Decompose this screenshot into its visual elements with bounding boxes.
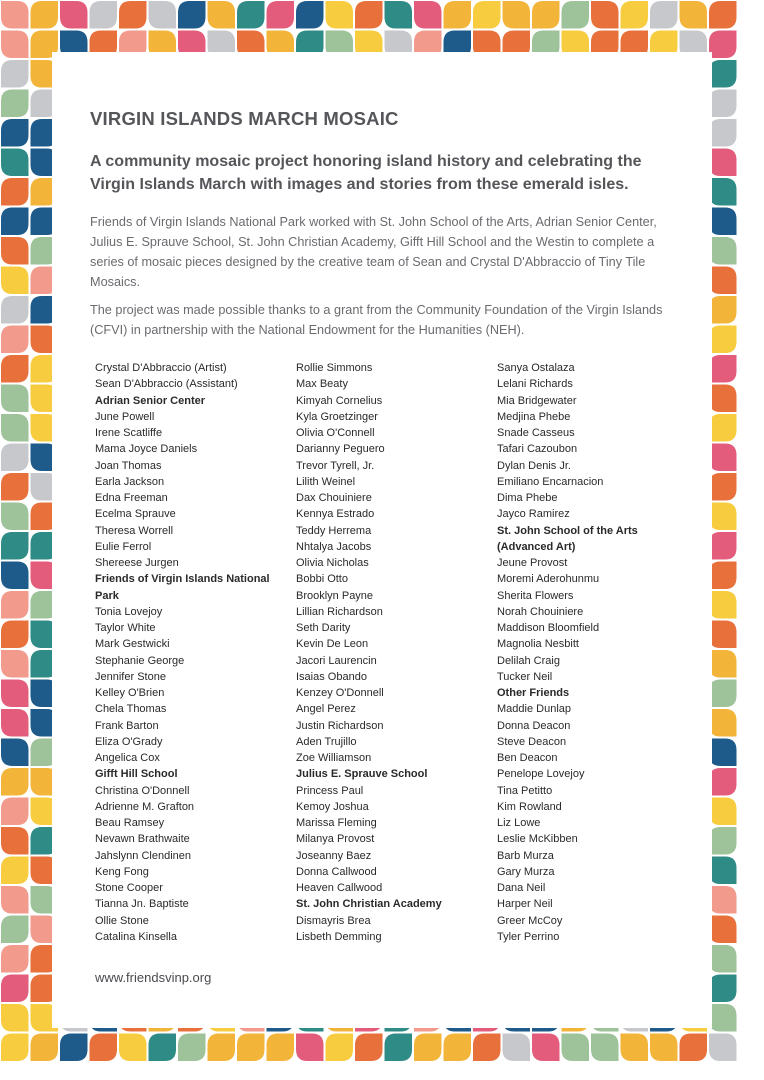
- mosaic-tile: [1, 444, 29, 472]
- participant-name: Rollie Simmons: [296, 362, 373, 374]
- mosaic-tile: [709, 414, 737, 442]
- mosaic-tile: [444, 1034, 472, 1062]
- participant-name: Dylan Denis Jr.: [497, 459, 571, 472]
- mosaic-tile: [709, 208, 737, 236]
- participant-name: Dana Neil: [497, 882, 546, 894]
- mosaic-tile: [709, 149, 737, 177]
- participant-name: Delilah Craig: [497, 654, 560, 667]
- mosaic-tile: [473, 1, 501, 29]
- mosaic-tile: [709, 768, 737, 796]
- mosaic-tile: [444, 1, 472, 29]
- participant-name: Nhtalya Jacobs: [296, 540, 372, 553]
- participant-name: Sean D'Abbraccio (Assistant): [95, 378, 238, 391]
- participant-name: Joseanny Baez: [296, 849, 372, 862]
- participant-name: Emiliano Encarnacion: [497, 475, 604, 488]
- mosaic-tile: [1, 414, 29, 442]
- participant-name: Shereese Jurgen: [95, 557, 179, 569]
- participant-name: Steve Deacon: [497, 735, 567, 748]
- mosaic-tile: [1, 149, 29, 177]
- group-heading: Julius E. Sprauve School: [296, 768, 428, 781]
- mosaic-tile: [532, 1, 560, 29]
- participant-name: Stephanie George: [95, 654, 185, 667]
- mosaic-tile: [119, 1034, 147, 1062]
- participant-name: Jacori Laurencin: [296, 654, 377, 667]
- mosaic-tile: [267, 1, 295, 29]
- mosaic-tile: [621, 1034, 649, 1062]
- website-url: www.friendsvinp.org: [95, 970, 212, 985]
- participant-name: Kimyah Cornelius: [296, 394, 383, 407]
- mosaic-tile: [709, 975, 737, 1003]
- mosaic-tile: [621, 1, 649, 29]
- participant-name: Liz Lowe: [497, 817, 541, 829]
- participant-name: Maddison Bloomfield: [497, 622, 600, 634]
- participant-name: Chela Thomas: [95, 703, 167, 716]
- mosaic-tile: [709, 709, 737, 737]
- participant-name: Ben Deacon: [497, 752, 558, 764]
- mosaic-tile: [355, 1, 383, 29]
- participant-name: Earla Jackson: [95, 475, 165, 488]
- participant-name: Jahslynn Clendinen: [95, 849, 192, 862]
- mosaic-tile: [1, 237, 29, 265]
- participant-name: Penelope Lovejoy: [497, 768, 585, 781]
- participant-name: Olivia Nicholas: [296, 557, 369, 569]
- group-heading: Friends of Virgin Islands National Park: [95, 573, 270, 602]
- participant-name: Kennya Estrado: [296, 508, 375, 521]
- participant-name: Tyler Perrino: [497, 930, 560, 943]
- mosaic-tile: [1, 385, 29, 413]
- group-heading: St. John Christian Academy: [296, 898, 442, 911]
- participant-name: Jayco Ramirez: [497, 508, 570, 521]
- mosaic-tile: [709, 385, 737, 413]
- participant-name: Catalina Kinsella: [95, 930, 177, 943]
- mosaic-tile: [709, 591, 737, 619]
- mosaic-tile: [1, 886, 29, 914]
- mosaic-tile: [1, 90, 29, 118]
- mosaic-tile: [709, 444, 737, 472]
- mosaic-tile: [709, 739, 737, 767]
- participant-name: Kelley O'Brien: [95, 687, 165, 699]
- mosaic-tile: [709, 237, 737, 265]
- mosaic-tile: [60, 1, 88, 29]
- mosaic-tile: [1, 119, 29, 147]
- participant-name: Milanya Provost: [296, 833, 375, 846]
- mosaic-tile: [414, 1, 442, 29]
- participant-name: Lilith Weinel: [296, 475, 356, 488]
- participant-name: Lisbeth Demming: [296, 930, 382, 943]
- mosaic-tile: [562, 1034, 590, 1062]
- mosaic-tile: [296, 1034, 324, 1062]
- participant-name: Crystal D'Abbraccio (Artist): [95, 362, 227, 374]
- mosaic-tile: [1, 503, 29, 531]
- mosaic-tile: [1, 1, 29, 29]
- mosaic-tile: [709, 267, 737, 295]
- participant-name: Edna Freeman: [95, 492, 168, 504]
- participant-name: Donna Deacon: [497, 719, 571, 732]
- participants-column-3: [497, 360, 672, 945]
- participant-name: Maddie Dunlap: [497, 703, 571, 716]
- mosaic-tile: [473, 1034, 501, 1062]
- mosaic-tile: [709, 60, 737, 88]
- mosaic-tile: [1, 178, 29, 206]
- mosaic-tile: [31, 1, 59, 29]
- mosaic-tile: [1, 945, 29, 973]
- participant-name: Lillian Richardson: [296, 605, 383, 618]
- participant-name: Dax Chouiniere: [296, 492, 372, 504]
- mosaic-tile: [1, 650, 29, 678]
- mosaic-tile: [709, 326, 737, 354]
- participant-name: Gary Murza: [497, 865, 555, 878]
- mosaic-tile: [709, 886, 737, 914]
- mosaic-tile: [149, 1, 177, 29]
- participant-name: Eliza O'Grady: [95, 735, 163, 748]
- grant-paragraph: The project was made possible thanks to a grant from the Community Foundation of the Virgin Islands (CFVI) in partnership with the National Endowment for the Humanities (NEH).: [90, 303, 663, 337]
- participant-name: Kevin De Leon: [296, 638, 369, 651]
- mosaic-tile: [1, 562, 29, 590]
- participant-name: Tina Petitto: [497, 784, 553, 797]
- participant-name: Frank Barton: [95, 719, 159, 732]
- participant-name: June Powell: [95, 410, 155, 423]
- mosaic-tile: [326, 1034, 354, 1062]
- participant-name: Dismayris Brea: [296, 914, 371, 927]
- mosaic-tile: [532, 1034, 560, 1062]
- mosaic-tile: [178, 1, 206, 29]
- participants-column-2: [296, 360, 486, 945]
- participant-name: Greer McCoy: [497, 914, 563, 927]
- mosaic-tile: [709, 31, 737, 59]
- participant-name: Kim Rowland: [497, 800, 562, 813]
- mosaic-tile: [709, 503, 737, 531]
- participant-name: Justin Richardson: [296, 719, 384, 732]
- participant-name: Kenzey O'Donnell: [296, 687, 384, 699]
- mosaic-tile: [90, 1, 118, 29]
- participant-name: Sanya Ostalaza: [497, 362, 575, 374]
- participant-name: Jennifer Stone: [95, 670, 166, 683]
- mosaic-tile: [119, 1, 147, 29]
- mosaic-tile: [709, 680, 737, 708]
- mosaic-tile: [709, 532, 737, 560]
- participant-name: Kyla Groetzinger: [296, 410, 378, 423]
- mosaic-tile: [503, 1034, 531, 1062]
- group-heading: Other Friends: [497, 687, 570, 699]
- participant-name: Keng Fong: [95, 865, 149, 878]
- mosaic-tile: [709, 562, 737, 590]
- mosaic-tile: [680, 1, 708, 29]
- participant-name: Eulie Ferrol: [95, 540, 152, 553]
- participant-name: Norah Chouiniere: [497, 605, 584, 618]
- participant-name: Beau Ramsey: [95, 817, 165, 829]
- mosaic-tile: [1, 60, 29, 88]
- group-heading: Gifft Hill School: [95, 768, 178, 781]
- participants-column-1: [95, 360, 277, 945]
- mosaic-tile: [208, 1, 236, 29]
- mosaic-tile: [650, 1, 678, 29]
- mosaic-tile: [709, 119, 737, 147]
- participant-name: Aden Trujillo: [296, 735, 357, 748]
- mosaic-tile: [208, 1034, 236, 1062]
- mosaic-tile: [1, 473, 29, 501]
- group-heading: Adrian Senior Center: [95, 394, 206, 407]
- participant-name: Trevor Tyrell, Jr.: [296, 459, 375, 472]
- mosaic-tile: [1, 326, 29, 354]
- participant-name: Max Beaty: [296, 378, 348, 391]
- mosaic-tile: [1, 680, 29, 708]
- participant-name: Adrienne M. Grafton: [95, 800, 195, 813]
- mosaic-tile: [650, 1034, 678, 1062]
- mosaic-tile: [709, 178, 737, 206]
- participant-name: Sherita Flowers: [497, 589, 574, 602]
- participant-name: Jeune Provost: [497, 557, 568, 569]
- participant-name: Leslie McKibben: [497, 833, 578, 846]
- participant-name: Ollie Stone: [95, 914, 149, 927]
- mosaic-tile: [562, 1, 590, 29]
- participant-name: Medjina Phebe: [497, 410, 571, 423]
- mosaic-tile: [1, 1034, 29, 1062]
- mosaic-tile: [1, 798, 29, 826]
- intro-paragraph: Friends of Virgin Islands National Park worked with St. John School of the Arts, Adrian Senior Center, Julius E. Sprauve School, St. John Christian Academy, Gifft Hill School and the Westin to complete a series of mosaic pieces designed by the creative team of Sean and Crystal D'Abbraccio of Tiny Tile Mosaics.: [90, 215, 657, 289]
- mosaic-tile: [1, 31, 29, 59]
- mosaic-tile: [709, 296, 737, 324]
- participant-name: Magnolia Nesbitt: [497, 638, 579, 651]
- mosaic-tile: [709, 621, 737, 649]
- mosaic-tile: [355, 1034, 383, 1062]
- participant-name: Princess Paul: [296, 784, 364, 797]
- participant-name: Teddy Herrema: [296, 524, 372, 537]
- mosaic-tile: [326, 1, 354, 29]
- page-subtitle: A community mosaic project honoring island history and celebrating the Virgin Islands March with images and stories from these emerald isles.: [90, 153, 642, 193]
- participant-name: Mark Gestwicki: [95, 638, 170, 651]
- mosaic-tile: [1, 975, 29, 1003]
- participant-name: Taylor White: [95, 622, 156, 634]
- mosaic-tile: [90, 1034, 118, 1062]
- mosaic-tile: [1, 916, 29, 944]
- participant-name: Barb Murza: [497, 849, 554, 862]
- mosaic-tile: [296, 1, 324, 29]
- participant-name: Mia Bridgewater: [497, 394, 577, 407]
- participant-name: Zoe Williamson: [296, 752, 372, 764]
- participant-name: Bobbi Otto: [296, 573, 348, 586]
- mosaic-tile: [503, 1, 531, 29]
- mosaic-tile: [709, 857, 737, 885]
- mosaic-tile: [1, 768, 29, 796]
- mosaic-tile: [237, 1034, 265, 1062]
- group-heading: St. John School of the Arts (Advanced Art): [497, 524, 638, 553]
- mosaic-tile: [709, 650, 737, 678]
- mosaic-tile: [1, 355, 29, 383]
- mosaic-tile: [709, 916, 737, 944]
- participant-name: Stone Cooper: [95, 882, 163, 894]
- participant-name: Lelani Richards: [497, 378, 573, 391]
- mosaic-tile: [1, 267, 29, 295]
- mosaic-tile: [385, 1, 413, 29]
- mosaic-tile: [680, 1034, 708, 1062]
- participant-name: Kemoy Joshua: [296, 800, 369, 813]
- participant-name: Ecelma Sprauve: [95, 508, 176, 521]
- participant-name: Brooklyn Payne: [296, 589, 374, 602]
- mosaic-tile: [178, 1034, 206, 1062]
- mosaic-tile: [149, 1034, 177, 1062]
- participant-name: Mama Joyce Daniels: [95, 443, 198, 456]
- page-title: VIRGIN ISLANDS MARCH MOSAIC: [90, 108, 399, 129]
- mosaic-tile: [1, 296, 29, 324]
- participant-name: Angelica Cox: [95, 752, 160, 764]
- participant-name: Marissa Fleming: [296, 817, 377, 829]
- participant-name: Angel Perez: [296, 703, 356, 716]
- participant-name: Joan Thomas: [95, 459, 162, 472]
- participant-name: Darianny Peguero: [296, 443, 385, 456]
- participant-name: Donna Callwood: [296, 865, 377, 878]
- mosaic-tile: [1, 739, 29, 767]
- participant-name: Olivia O'Connell: [296, 427, 375, 439]
- mosaic-tile: [1, 709, 29, 737]
- participant-name: Isaias Obando: [296, 670, 367, 683]
- mosaic-tile: [1, 827, 29, 855]
- participant-name: Heaven Callwood: [296, 882, 383, 894]
- participant-name: Harper Neil: [497, 898, 553, 911]
- mosaic-tile: [1, 591, 29, 619]
- mosaic-tile: [1, 857, 29, 885]
- mosaic-tile: [1, 208, 29, 236]
- mosaic-tile: [591, 1034, 619, 1062]
- mosaic-tile: [60, 1034, 88, 1062]
- mosaic-tile: [709, 945, 737, 973]
- mosaic-tile: [709, 1004, 737, 1032]
- mosaic-tile: [1, 1004, 29, 1032]
- mosaic-tile: [709, 355, 737, 383]
- mosaic-tile: [709, 1034, 737, 1062]
- participant-name: Tucker Neil: [497, 670, 553, 683]
- mosaic-tile: [709, 798, 737, 826]
- participant-name: Tonia Lovejoy: [95, 605, 163, 618]
- participant-name: Moremi Aderohunmu: [497, 573, 600, 586]
- mosaic-tile: [591, 1, 619, 29]
- mosaic-tile: [709, 1, 737, 29]
- participant-name: Christina O'Donnell: [95, 784, 190, 797]
- mosaic-tile: [385, 1034, 413, 1062]
- participant-name: Theresa Worrell: [95, 524, 174, 537]
- mosaic-tile: [414, 1034, 442, 1062]
- content-panel: [52, 52, 712, 1028]
- participant-name: Nevawn Brathwaite: [95, 833, 190, 846]
- mosaic-tile: [267, 1034, 295, 1062]
- participant-name: Irene Scatliffe: [95, 427, 163, 439]
- participant-name: Dima Phebe: [497, 492, 558, 504]
- mosaic-tile: [31, 1034, 59, 1062]
- participant-name: Seth Darity: [296, 622, 351, 634]
- mosaic-tile: [1, 621, 29, 649]
- mosaic-tile: [237, 1, 265, 29]
- mosaic-tile: [1, 532, 29, 560]
- mosaic-tile: [709, 90, 737, 118]
- mosaic-tile: [709, 827, 737, 855]
- participant-name: Tianna Jn. Baptiste: [95, 898, 189, 911]
- mosaic-tile: [709, 473, 737, 501]
- participant-name: Tafari Cazoubon: [497, 443, 578, 456]
- participant-name: Snade Casseus: [497, 427, 575, 439]
